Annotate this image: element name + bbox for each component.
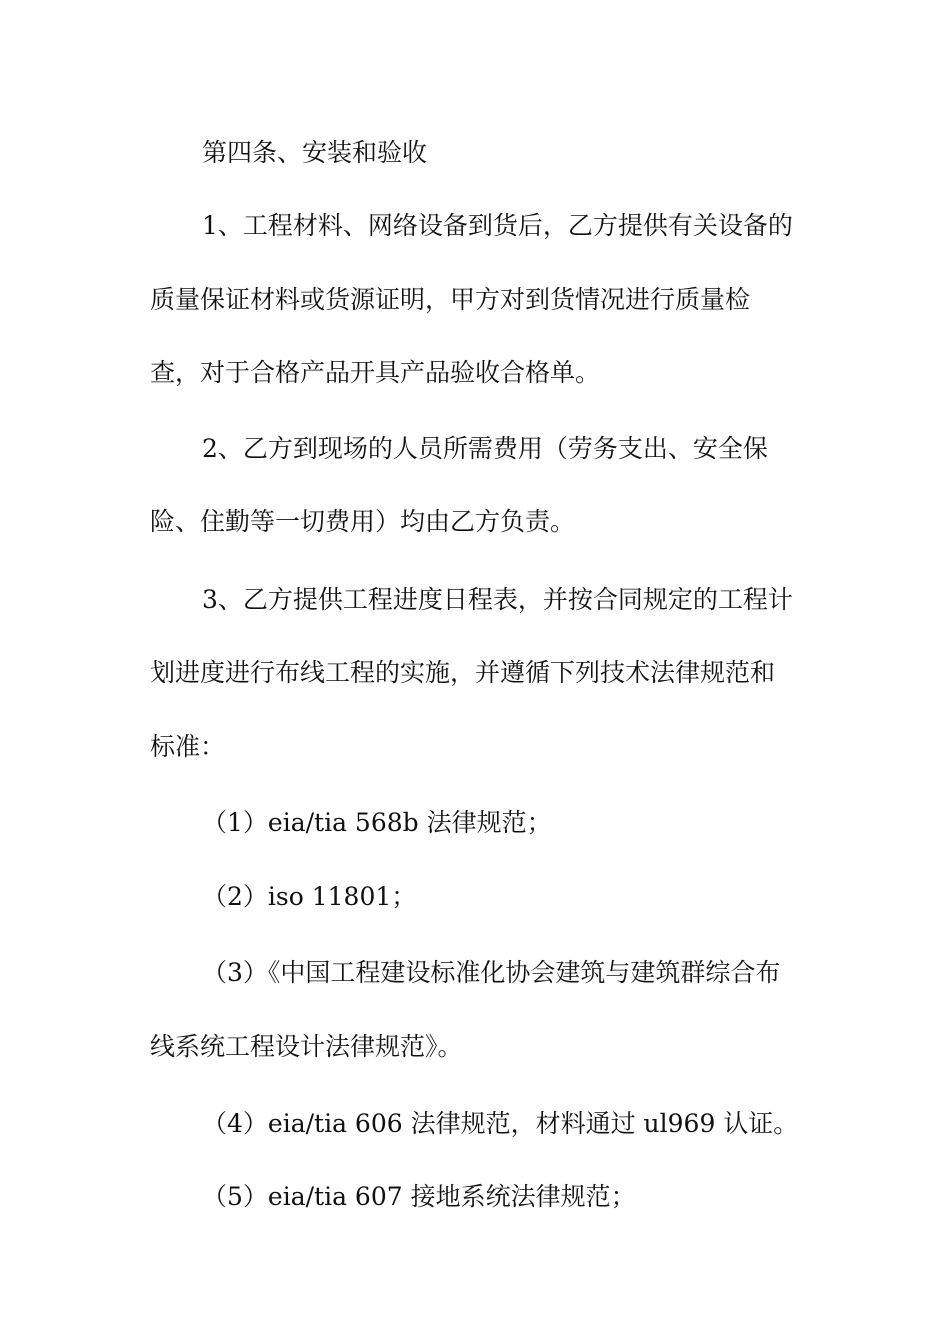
paragraph-line: 质量保证材料或货源证明，甲方对到货情况进行质量检 xyxy=(150,285,751,314)
paragraph-line: 标准： xyxy=(150,732,226,761)
paragraph-line: 险、住勤等一切费用）均由乙方负责。 xyxy=(150,507,576,536)
list-item: （4）eia/tia 606 法律规范，材料通过 ul969 认证。 xyxy=(202,1109,799,1138)
paragraph-line: 划进度进行布线工程的实施，并遵循下列技术法律规范和 xyxy=(150,658,776,687)
paragraph-line: 2、乙方到现场的人员所需费用（劳务支出、安全保 xyxy=(202,434,768,463)
list-item: （3）《中国工程建设标准化协会建筑与建筑群综合布 xyxy=(202,958,781,987)
list-item: （5）eia/tia 607 接地系统法律规范； xyxy=(202,1182,636,1211)
paragraph-line: 3、乙方提供工程进度日程表，并按合同规定的工程计 xyxy=(202,585,793,614)
section-heading: 第四条、安装和验收 xyxy=(202,138,428,167)
paragraph-line: 1、工程材料、网络设备到货后，乙方提供有关设备的 xyxy=(202,211,793,240)
paragraph-line: 线系统工程设计法律规范》。 xyxy=(150,1032,463,1061)
paragraph-line: 查，对于合格产品开具产品验收合格单。 xyxy=(150,358,601,387)
list-item: （2）iso 11801； xyxy=(202,882,417,911)
list-item: （1）eia/tia 568b 法律规范； xyxy=(202,808,552,837)
